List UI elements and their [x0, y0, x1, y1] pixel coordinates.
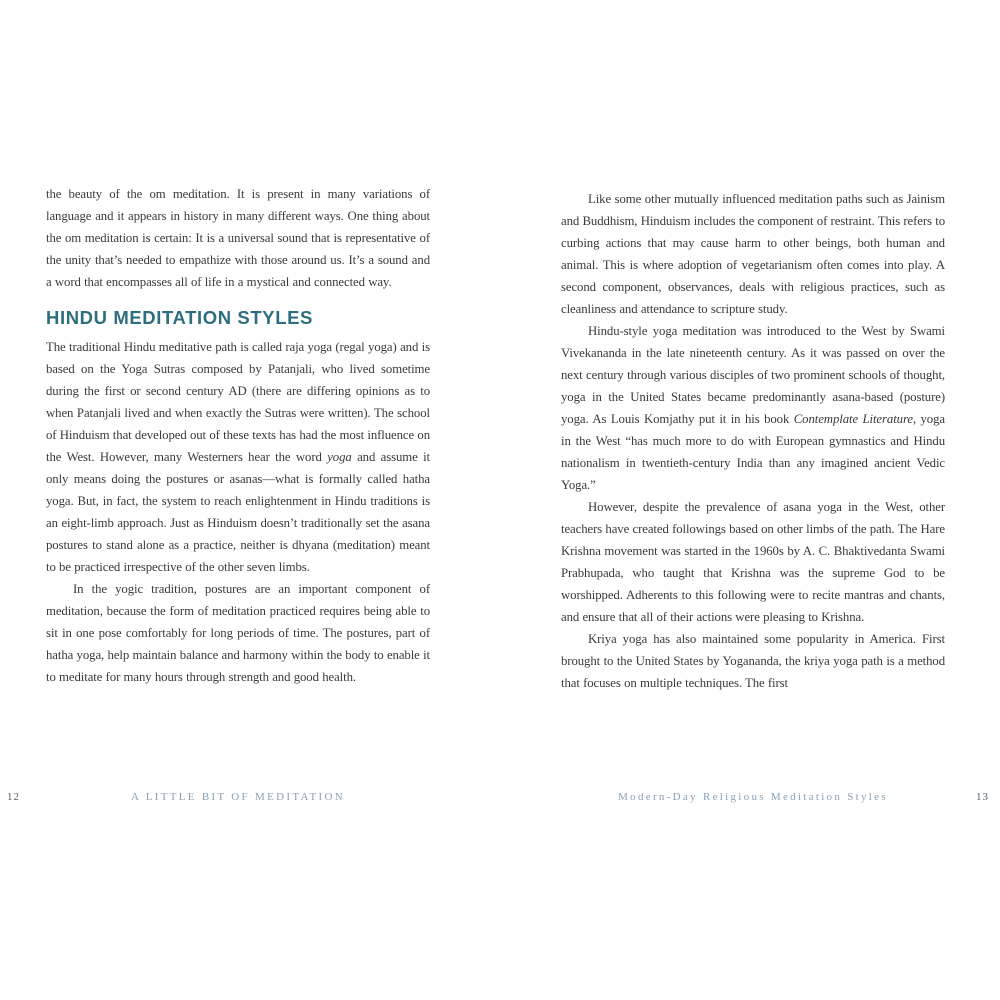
running-head-left: A LITTLE BIT OF MEDITATION — [131, 791, 345, 803]
section-heading-hindu-meditation-styles: HINDU MEDITATION STYLES — [46, 307, 313, 328]
paragraph-hare-krishna: However, despite the prevalence of asana yoga in the West, other teachers have created followings based on other limbs of the path. The Hare Krishna movement was started in the 1960s by A. C. Bhaktivedanta Swami Prabhupada, who taught that Krishna was the supreme God to be worshipped. Adherents to this following were to recite mantras and chants, and ensure that all of their actions were pleasing to Krishna. — [561, 500, 945, 624]
right-page-text-column — [561, 188, 945, 694]
page-number-right: 13 — [976, 791, 989, 803]
running-head-right: Modern-Day Religious Meditation Styles — [618, 791, 888, 803]
page-number-left: 12 — [7, 791, 20, 803]
paragraph-yogic-postures: In the yogic tradition, postures are an important component of meditation, because the form of meditation practiced requires being able to sit in one pose comfortably for long periods of time. The postures, part of hatha yoga, help maintain balance and harmony within the body to enable it to meditate for many hours through strength and good health. — [46, 582, 430, 684]
paragraph-restraint-observances: Like some other mutually influenced meditation paths such as Jainism and Buddhism, Hinduism includes the component of restraint. This refers to curbing actions that may cause harm to other beings, both human and animal. This is where adoption of vegetarianism often comes into play. A second component, observances, deals with religious practices, such as cleanliness and attendance to scripture study. — [561, 192, 945, 316]
paragraph-om-meditation: the beauty of the om meditation. It is present in many variations of language and it appears in history in many different ways. One thing about the om meditation is certain: It is a universal sound that is representative of the unity that’s needed to empathize with those around us. It’s a sound and a word that encompasses all of life in a mystical and connected way. — [46, 187, 430, 289]
paragraph-kriya-yoga: Kriya yoga has also maintained some popularity in America. First brought to the United States by Yogananda, the kriya yoga path is a method that focuses on multiple techniques. The first — [561, 632, 945, 690]
paragraph-vivekananda-west: Hindu-style yoga meditation was introduced to the West by Swami Vivekananda in the late nineteenth century. As it was passed on over the next century through various disciples of two prominent schools of thought, yoga in the United States became predominantly asana-based (posture) yoga. As Louis Komjathy put it in his book Contemplate Literature, yoga in the West “has much more to do with European gymnastics and Hindu nationalism in twentieth-century India than any imagined ancient Vedic Yoga.” — [561, 324, 945, 492]
paragraph-raja-yoga: The traditional Hindu meditative path is called raja yoga (regal yoga) and is based on the Yoga Sutras composed by Patanjali, who lived sometime during the first or second century AD (there are differing opinions as to when Patanjali lived and when exactly the Sutras were written). The school of Hinduism that developed out of these texts has had the most influence on the West. However, many Westerners hear the word yoga and assume it only means doing the postures or asanas—what is formally called hatha yoga. But, in fact, the system to reach enlightenment in Hindu traditions is an eight-limb approach. Just as Hinduism doesn’t traditionally set the asana postures to stand alone as a practice, neither is dhyana (meditation) meant to be practiced irrespective of the other seven limbs. — [46, 340, 431, 574]
left-page-text-column — [46, 183, 430, 688]
